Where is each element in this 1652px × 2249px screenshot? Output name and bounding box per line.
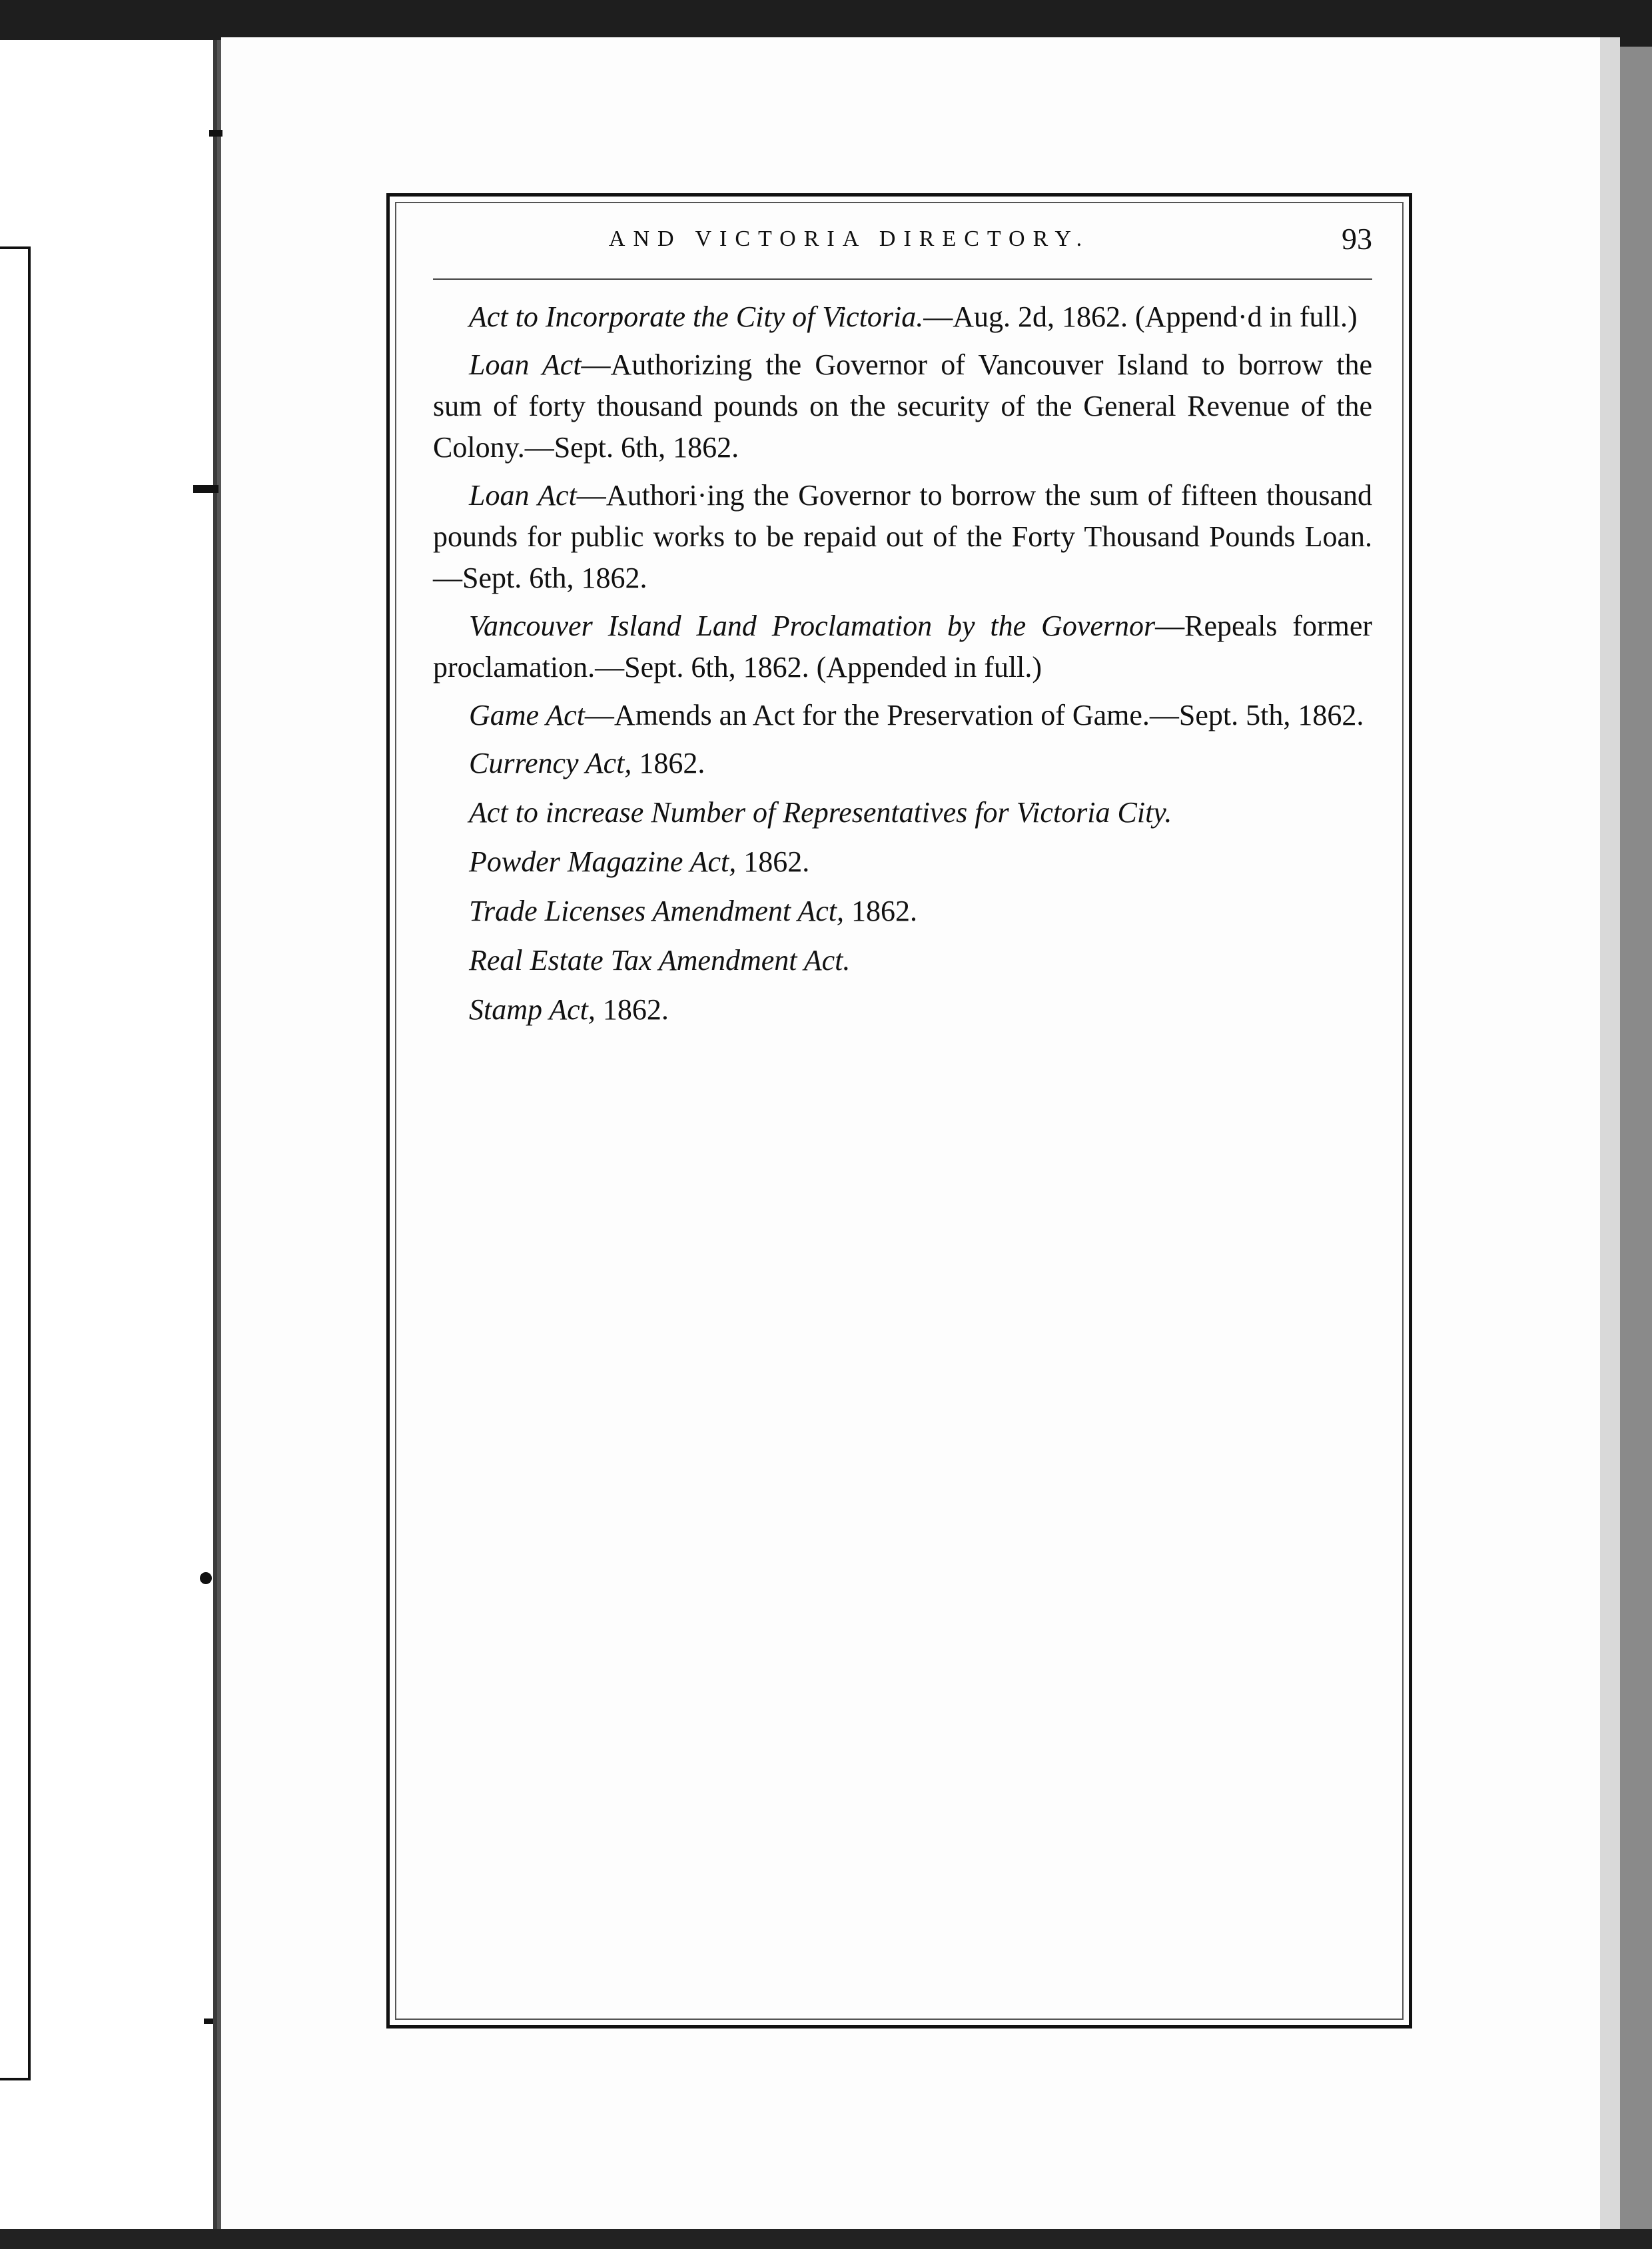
act-description: 1862. xyxy=(843,895,917,927)
act-description: 1862. xyxy=(595,993,669,1026)
scan-bottom-edge xyxy=(0,2229,1652,2249)
binding-mark xyxy=(193,485,218,493)
act-description: —Repeals former proclamation.—Sept. 6th, 1862. (Appended in full.) xyxy=(433,610,1373,683)
list-item xyxy=(433,891,1372,932)
list-item xyxy=(433,296,1372,338)
act-description: 1862. xyxy=(631,747,705,779)
act-title: Loan Act xyxy=(469,348,582,381)
act-title: Real Estate Tax Amendment Act. xyxy=(469,944,851,977)
list-item xyxy=(433,940,1372,981)
binding-mark xyxy=(209,130,222,137)
running-head: AND VICTORIA DIRECTORY. xyxy=(608,226,1090,251)
binding-mark xyxy=(204,2019,213,2024)
act-description: —Aug. 2d, 1862. (Append·d in full.) xyxy=(923,300,1358,333)
act-title: Act to Incorporate the City of Victoria. xyxy=(469,300,924,333)
act-title: Powder Magazine Act, xyxy=(469,845,737,878)
book-cover-edge xyxy=(1620,47,1652,2245)
list-item xyxy=(433,606,1372,688)
act-description: —Authori·ing the Governor to borrow the sum of fifteen thousand pounds for public works to be repaid out of the Forty Thousand Pounds Loan.—Sept. 6th, 1862. xyxy=(433,479,1372,594)
page-header xyxy=(433,222,1372,266)
header-rule xyxy=(433,278,1372,280)
act-title: Loan Act xyxy=(469,479,577,512)
binding-mark xyxy=(200,1572,212,1584)
act-description: 1862. xyxy=(736,845,810,878)
list-item xyxy=(433,344,1372,468)
page-number: 93 xyxy=(1342,222,1372,256)
list-item xyxy=(433,989,1372,1031)
act-title: Stamp Act, xyxy=(469,993,596,1026)
act-title: Act to increase Number of Representatives for Victoria City. xyxy=(469,796,1172,829)
act-description: —Authorizing the Governor of Vancouver Island to borrow the sum of forty thousand pounds on the security of the General Revenue of the Colony.—Sept. 6th, 1862. xyxy=(433,348,1372,464)
act-title: Trade Licenses Amendment Act, xyxy=(469,895,844,927)
list-item xyxy=(433,695,1372,736)
entry-list xyxy=(433,296,1372,1039)
list-item xyxy=(433,792,1372,833)
left-page xyxy=(0,40,217,2232)
list-item xyxy=(433,743,1372,784)
list-item xyxy=(433,841,1372,883)
act-title: Game Act xyxy=(469,699,585,731)
act-description: —Amends an Act for the Preservation of Game.—Sept. 5th, 1862. xyxy=(584,699,1364,731)
left-page-frame xyxy=(0,246,31,2080)
act-title: Currency Act, xyxy=(469,747,632,779)
list-item xyxy=(433,475,1372,599)
act-title: Vancouver Island Land Proclamation by the Governor xyxy=(469,610,1156,642)
page-edge xyxy=(1600,37,1620,2236)
